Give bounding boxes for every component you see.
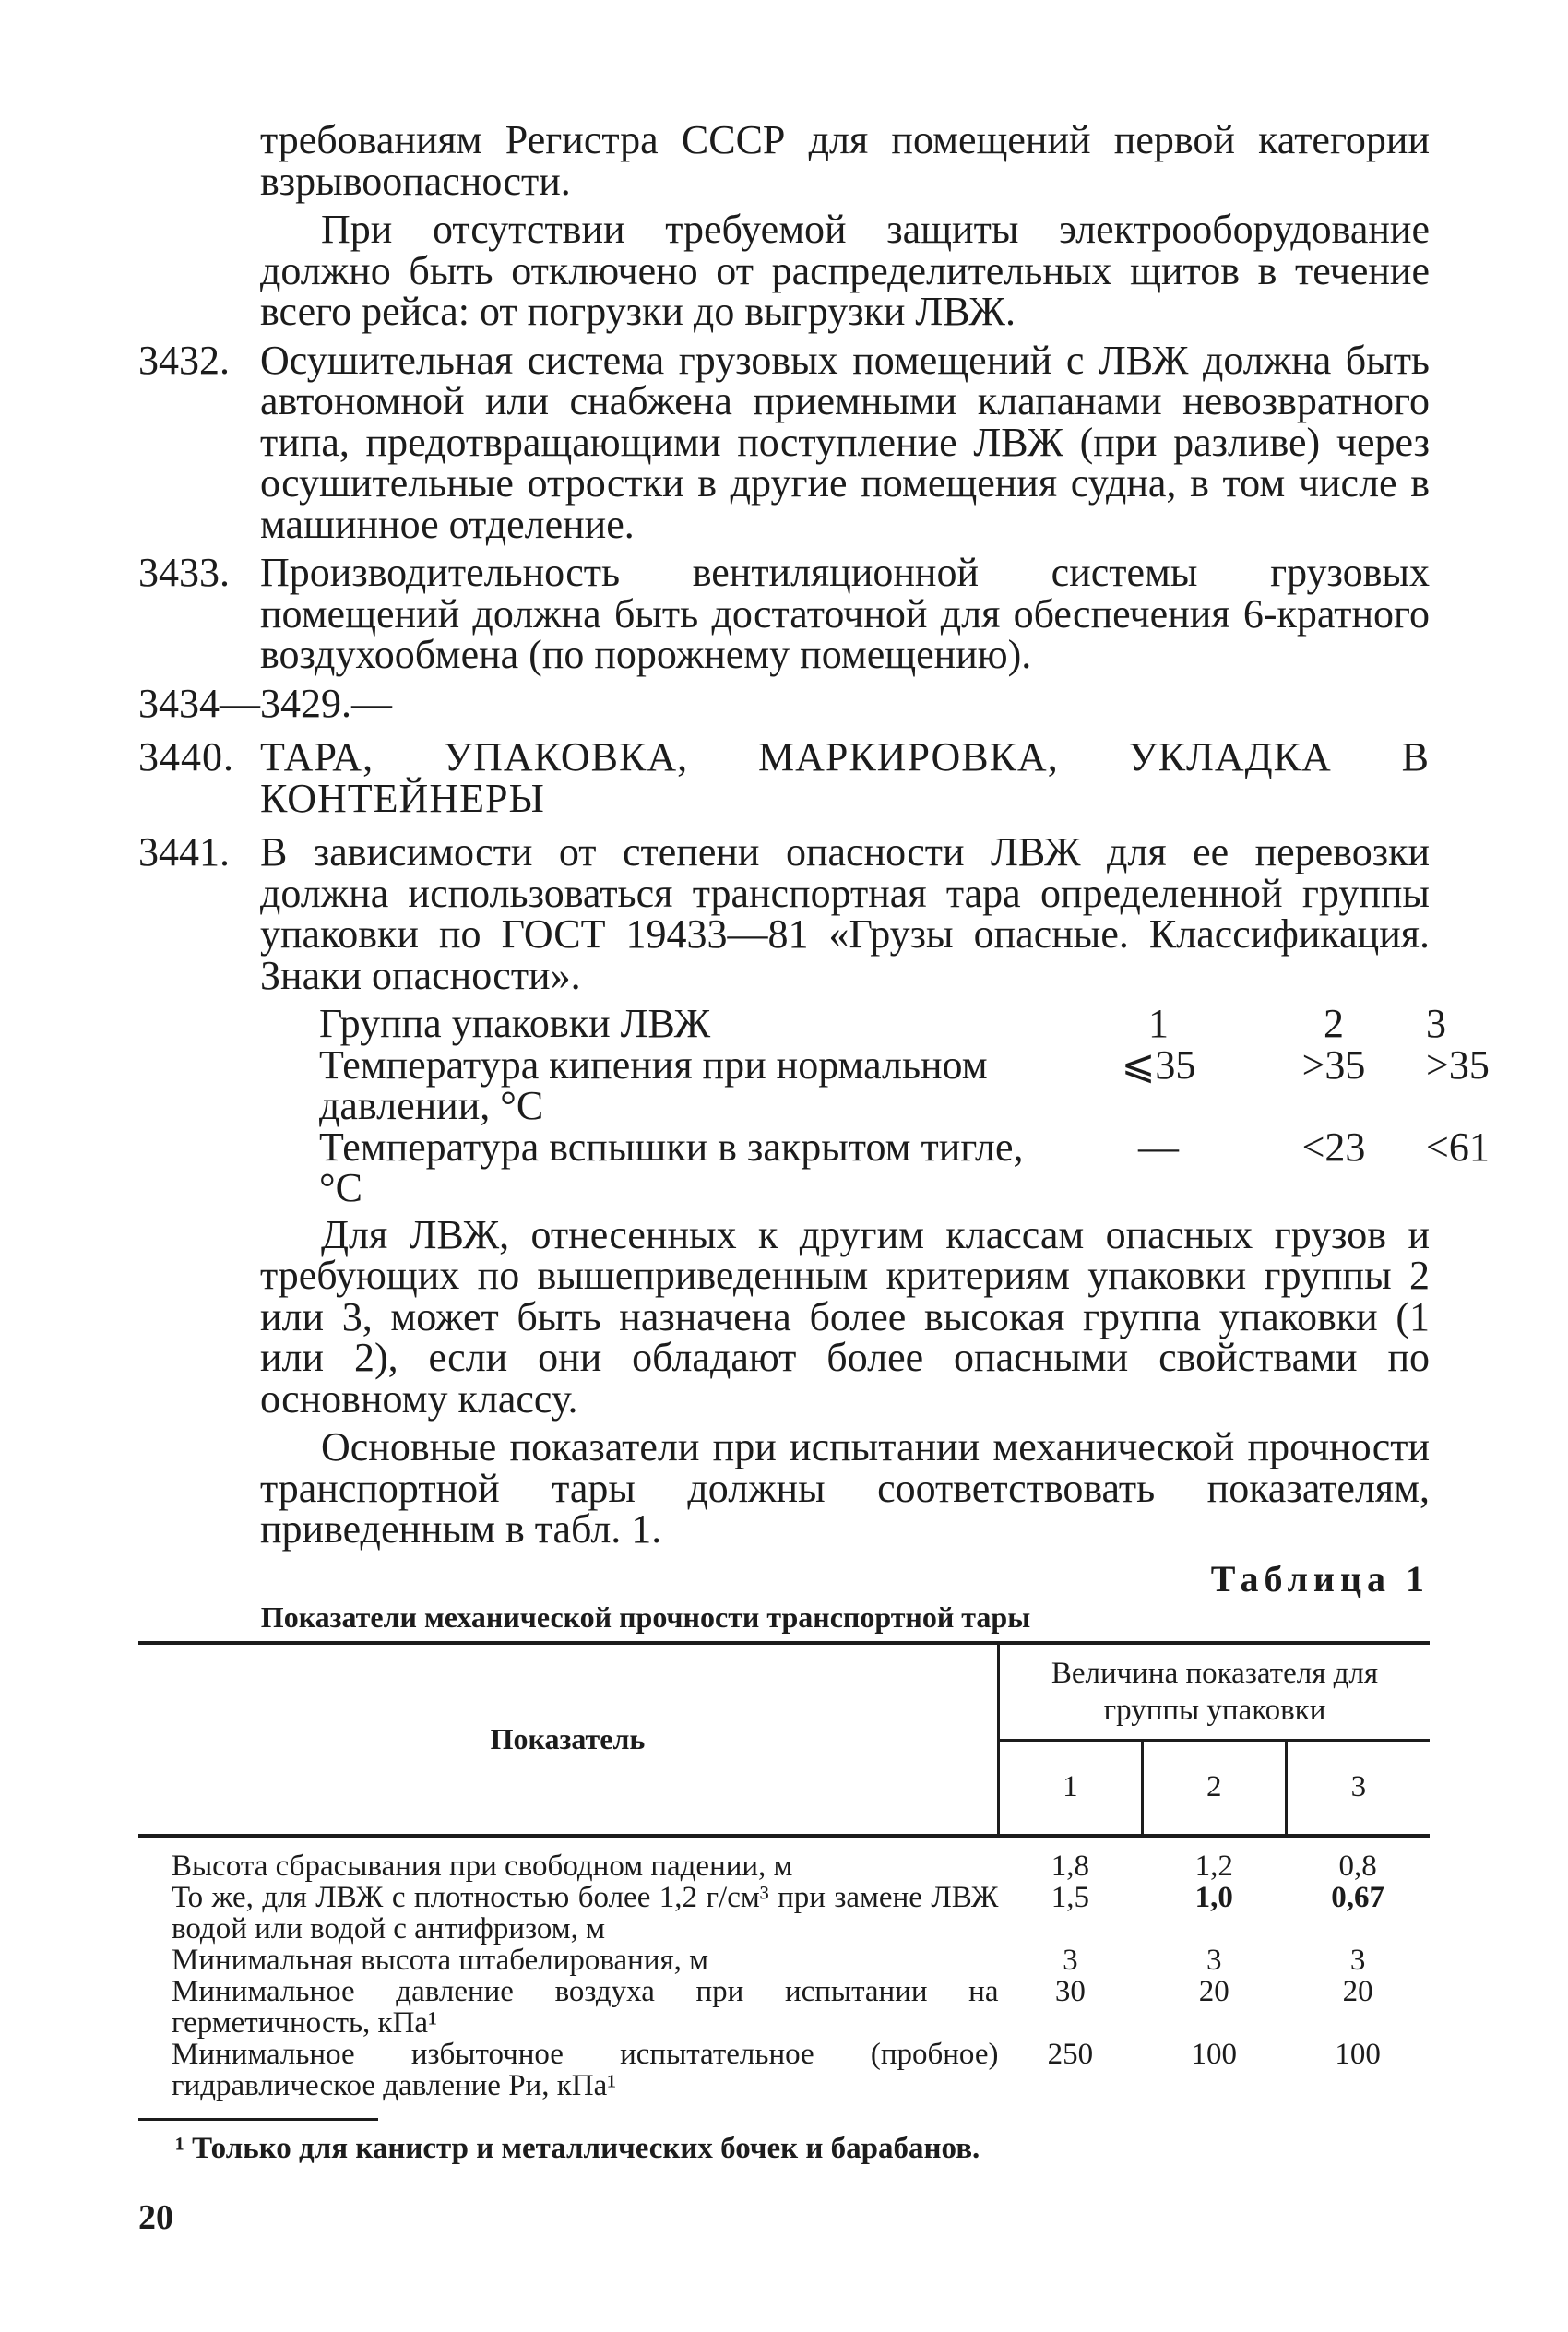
row-label: Высота сбрасывания при свободном падении, м <box>172 1849 793 1883</box>
mechanical-strength-table <box>138 1641 1430 2101</box>
criteria-label: Температура вспышки в закрытом тигле, °C <box>319 1124 1024 1210</box>
clause-3432 <box>138 337 1430 547</box>
clause-3433 <box>138 550 1430 677</box>
criteria-row <box>319 1001 1446 1046</box>
row-value: 250 <box>1047 2037 1094 2071</box>
criteria-value: >35 <box>1426 1041 1490 1088</box>
clause-range: 3434—3429.— <box>138 680 392 726</box>
criteria-value: 1 <box>1148 1001 1169 1046</box>
clause-number: 3440. <box>138 734 234 779</box>
paragraph-main-indicators: Основные показатели при испытании механической прочности транспортной тары должны соответствовать показателям, приведенным в табл. 1. <box>260 1424 1430 1552</box>
clause-number: 3441. <box>138 829 230 874</box>
table-row <box>138 1836 1430 1882</box>
paragraph-other-classes: Для ЛВЖ, отнесенных к другим классам опасных грузов и требующих по вышеприведенным критериям упаковки группы 2 или 3, может быть назначена более высокая группа упаковки (1 или 2), если они обладают более опасными свойствами по основному классу. <box>260 1211 1430 1422</box>
row-value: 3 <box>1063 1943 1078 1977</box>
column-header-indicator: Показатель <box>490 1721 646 1755</box>
table-row <box>138 1976 1430 2039</box>
row-value: 1,5 <box>1051 1880 1089 1914</box>
criteria-value: >35 <box>1301 1041 1366 1088</box>
page-number: 20 <box>138 2197 173 2237</box>
section-heading: ТАРА, УПАКОВКА, МАРКИРОВКА, УКЛАДКА В КОНТЕЙНЕРЫ <box>260 734 1430 821</box>
row-label: Минимальное избыточное испытательное (пробное) гидравлическое давление Pи, кПа¹ <box>172 2037 999 2102</box>
table-row <box>138 2039 1430 2101</box>
clause-number: 3432. <box>138 337 230 383</box>
paragraph-protection: При отсутствии требуемой защиты электрооборудование должно быть отключено от распределительных щитов в течение всего рейса: от погрузки до выгрузки ЛВЖ. <box>260 207 1430 334</box>
row-value: 0,8 <box>1338 1849 1377 1883</box>
criteria-row <box>319 1041 1490 1128</box>
criteria-row <box>319 1124 1490 1210</box>
section-heading-3440 <box>138 734 1430 821</box>
criteria-value: ⩽35 <box>1121 1041 1196 1088</box>
clause-number: 3433. <box>138 550 230 595</box>
criteria-value: 3 <box>1426 1001 1446 1046</box>
row-value: 20 <box>1342 1974 1373 2008</box>
criteria-value: — <box>1138 1124 1179 1170</box>
row-value: 0,67 <box>1331 1880 1384 1914</box>
clause-text: Осушительная система грузовых помещений с ЛВЖ должна быть автономной или снабжена приемными клапанами невозвратного типа, предотвращающими поступление ЛВЖ (при разливе) через осушительные отростки в другие помещения судна, в том числе в машинное отделение. <box>260 337 1430 547</box>
table-caption: Таблица 1 <box>1210 1557 1430 1600</box>
criteria-value: <61 <box>1426 1124 1490 1170</box>
row-value: 30 <box>1054 1974 1086 2008</box>
column-header-group-1: 1 <box>998 1740 1142 1836</box>
row-label: Минимальное давление воздуха при испытании на герметичность, кПа¹ <box>172 1974 999 2040</box>
document-page <box>138 117 1490 2238</box>
row-label: То же, для ЛВЖ с плотностью более 1,2 г/см³ при замене ЛВЖ водой или водой с антифризом, м <box>172 1880 999 1945</box>
row-value: 100 <box>1335 2037 1381 2071</box>
row-value: 3 <box>1349 1943 1366 1977</box>
column-header-group-3: 3 <box>1286 1740 1430 1836</box>
footnote-divider <box>138 2118 378 2121</box>
column-header-group: Величина показателя для группы упаковки <box>998 1643 1430 1741</box>
table-row <box>138 1945 1430 1976</box>
row-value: 20 <box>1198 1974 1229 2008</box>
clause-text: Производительность вентиляционной системы грузовых помещений должна быть достаточной для обеспечения 6-кратного воздухообмена (по порожнему помещению). <box>260 550 1430 677</box>
row-value: 100 <box>1191 2037 1237 2071</box>
table-title: Показатели механической прочности транспортной тары <box>260 1600 1031 1634</box>
criteria-value: <23 <box>1301 1124 1366 1170</box>
row-value: 3 <box>1206 1943 1222 1977</box>
packing-criteria <box>138 1001 1490 1210</box>
criteria-label: Группа упаковки ЛВЖ <box>319 1001 711 1046</box>
row-value: 1,2 <box>1194 1849 1233 1883</box>
clause-text: В зависимости от степени опасности ЛВЖ для ее перевозки должна использоваться транспортная тара определенной группы упаковки по ГОСТ 19433—81 «Грузы опасные. Классификация. Знаки опасности». <box>260 829 1430 998</box>
table-row <box>138 1882 1430 1945</box>
paragraph-continuation: требованиям Регистра СССР для помещений первой категории взрывоопасности. <box>260 117 1430 204</box>
column-header-group-2: 2 <box>1142 1740 1286 1836</box>
row-value: 1,0 <box>1194 1880 1233 1914</box>
clause-3441 <box>138 829 1430 998</box>
footnote: ¹ Только для канистр и металлических бочек и барабанов. <box>175 2131 980 2165</box>
criteria-value: 2 <box>1324 1001 1344 1046</box>
row-value: 1,8 <box>1051 1849 1089 1883</box>
row-label: Минимальная высота штабелирования, м <box>172 1943 709 1977</box>
criteria-label: Температура кипения при нормальном давлении, °C <box>319 1041 988 1128</box>
